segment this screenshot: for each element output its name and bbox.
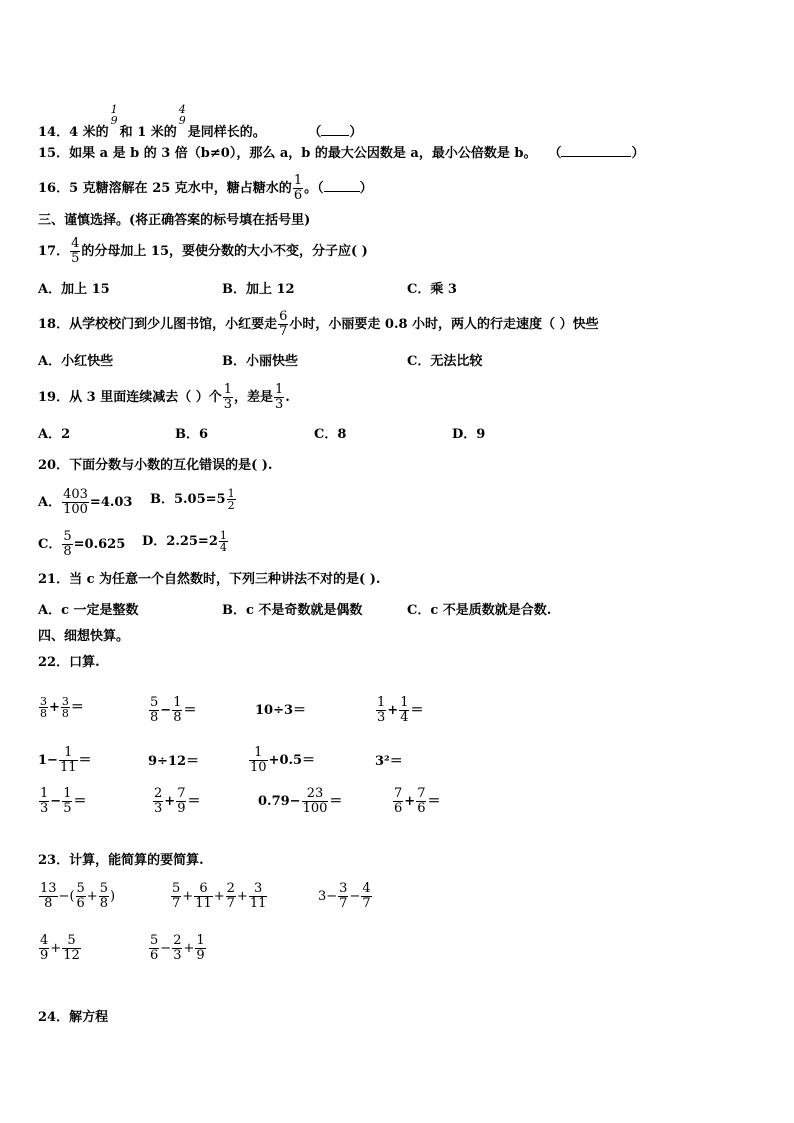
numerator: 6 xyxy=(194,882,213,897)
q19-fraction-2 xyxy=(274,383,284,412)
q17-text-b: 的分母加上 15，要使分数的大小不变，分子应( ) xyxy=(81,244,368,259)
numerator: 7 xyxy=(394,786,403,801)
numerator: 1 xyxy=(196,933,205,948)
q18-option-c[interactable]: C．无法比较 xyxy=(407,354,483,369)
q19-option-d[interactable]: D．9 xyxy=(452,427,486,442)
equals: ＝ xyxy=(329,794,343,809)
fraction xyxy=(149,934,159,963)
question-24: 24．解方程 xyxy=(38,1010,109,1025)
question-23-title: 23．计算，能简算的要简算. xyxy=(38,853,204,868)
q21-option-b[interactable]: B．c 不是奇数就是偶数 xyxy=(222,603,363,618)
q22-expr-12 xyxy=(392,787,440,816)
question-18 xyxy=(38,310,599,339)
fraction xyxy=(59,746,78,775)
option-text: B．5.05=5 xyxy=(150,492,226,507)
denominator: 3 xyxy=(223,397,232,412)
fraction xyxy=(376,696,386,725)
paren-close: ） xyxy=(359,181,373,196)
q22-expr-7 xyxy=(248,746,315,775)
equals: ＝ xyxy=(427,794,441,809)
fraction xyxy=(172,696,182,725)
numerator: 3 xyxy=(339,881,348,896)
denominator: 8 xyxy=(63,544,72,559)
q17-option-b[interactable]: B．加上 12 xyxy=(222,282,295,297)
operator: − xyxy=(160,941,172,956)
paren-open: （ xyxy=(317,181,324,196)
denominator: 6 xyxy=(417,801,426,816)
denominator: 11 xyxy=(59,760,77,775)
q14-text-a: 14．4 米的 xyxy=(38,125,109,140)
numerator: 23 xyxy=(302,787,329,802)
q22-expr-3: 10÷3＝ xyxy=(255,703,307,718)
q20-option-d[interactable] xyxy=(142,530,229,553)
expr-text: 1− xyxy=(38,753,58,768)
q21-option-c[interactable]: C．c 不是质数就是合数. xyxy=(407,603,552,618)
q22-expr-6: 9÷12＝ xyxy=(148,754,200,769)
denominator: 6 xyxy=(76,896,85,911)
denominator: 3 xyxy=(40,801,49,816)
q23-expr-1 xyxy=(38,882,115,911)
option-label: C． xyxy=(38,537,62,552)
q23-expr-5 xyxy=(148,934,207,963)
q23-expr-2 xyxy=(170,882,268,911)
question-15 xyxy=(38,146,645,162)
paren-close: ） xyxy=(349,125,363,140)
denominator: 9 xyxy=(40,948,49,963)
operator: + xyxy=(387,703,399,718)
operator: − xyxy=(349,889,361,904)
denominator: 7 xyxy=(172,896,181,911)
q22-expr-8: 3²＝ xyxy=(375,754,403,769)
q19-fraction-1 xyxy=(223,383,233,412)
q22-expr-11 xyxy=(258,787,342,816)
denominator: 8 xyxy=(61,707,69,720)
q22-expr-1 xyxy=(38,696,84,719)
denominator: 9 xyxy=(178,114,186,127)
denominator: 8 xyxy=(99,896,108,911)
q18-option-a[interactable]: A．小红快些 xyxy=(38,354,114,369)
numerator: 1 xyxy=(249,746,268,761)
fraction xyxy=(302,787,329,816)
q20-d-fraction xyxy=(219,530,228,553)
fraction xyxy=(62,787,72,816)
paren-close: ） xyxy=(631,146,645,161)
denominator: 100 xyxy=(302,801,328,816)
operator: + xyxy=(164,794,176,809)
q18-text-b: 小时，小丽要走 0.8 小时，两人的行走速度（ ）快些 xyxy=(289,317,599,332)
numerator: 1 xyxy=(223,382,232,397)
q22-expr-9 xyxy=(38,787,86,816)
numerator: 2 xyxy=(173,933,182,948)
denominator: 6 xyxy=(394,801,403,816)
q19-text-b: ，差是 xyxy=(234,390,274,405)
fraction xyxy=(149,696,159,725)
denominator: 7 xyxy=(339,896,348,911)
denominator: 9 xyxy=(196,948,205,963)
fraction xyxy=(249,882,268,911)
equals: ＝ xyxy=(73,794,87,809)
fraction xyxy=(62,934,81,963)
denominator: 2 xyxy=(227,499,235,512)
q17-fraction xyxy=(70,237,80,266)
denominator: 6 xyxy=(150,948,159,963)
denominator: 7 xyxy=(279,324,288,339)
numerator: 4 xyxy=(362,881,371,896)
denominator: 7 xyxy=(226,896,235,911)
numerator: 5 xyxy=(150,695,159,710)
numerator: 13 xyxy=(40,881,57,896)
q17-option-c[interactable]: C．乘 3 xyxy=(407,282,457,297)
numerator: 1 xyxy=(40,786,49,801)
question-22-title: 22．口算. xyxy=(38,655,100,670)
denominator: 5 xyxy=(71,251,80,266)
section-3-heading: 三、谨慎选择。(将正确答案的标号填在括号里) xyxy=(38,213,311,228)
q20-c-fraction xyxy=(62,530,72,559)
denominator: 8 xyxy=(44,896,53,911)
numerator: 403 xyxy=(63,487,88,502)
q17-text-a: 17． xyxy=(38,244,70,259)
q23-expr-3 xyxy=(318,882,373,911)
operator: + xyxy=(49,700,60,715)
numerator: 4 xyxy=(40,933,49,948)
numerator: 5 xyxy=(63,529,72,544)
numerator: 3 xyxy=(40,695,47,708)
question-19 xyxy=(38,383,290,412)
q21-option-a[interactable]: A．c 一定是整数 xyxy=(38,603,139,618)
denominator: 8 xyxy=(173,710,182,725)
paren-open: （ xyxy=(548,146,562,161)
q19-text-a: 19．从 3 里面连续减去（ ）个 xyxy=(38,390,222,405)
q16-text-b: 。 xyxy=(304,181,318,196)
fraction xyxy=(176,787,186,816)
q19-option-a[interactable]: A．2 xyxy=(38,427,71,442)
q17-option-a[interactable]: A．加上 15 xyxy=(38,282,110,297)
numerator: 2 xyxy=(154,786,163,801)
numerator: 3 xyxy=(249,882,268,897)
q14-fraction-1 xyxy=(110,104,119,126)
numerator: 2 xyxy=(226,881,235,896)
operator: + xyxy=(404,794,416,809)
fraction xyxy=(39,934,49,963)
question-14 xyxy=(38,104,362,141)
q20-option-b[interactable] xyxy=(150,488,237,511)
fraction xyxy=(194,882,213,911)
numerator: 6 xyxy=(279,309,288,324)
numerator: 7 xyxy=(177,786,186,801)
question-20: 20．下面分数与小数的互化错误的是( ). xyxy=(38,458,273,473)
equals: ＝ xyxy=(187,794,201,809)
operator: − xyxy=(160,703,172,718)
denominator: 8 xyxy=(150,710,159,725)
expr-text: 3− xyxy=(318,889,338,904)
equals: ＝ xyxy=(78,753,92,768)
equals: ＝ xyxy=(183,703,197,718)
denominator: 3 xyxy=(275,397,284,412)
operator: + xyxy=(86,889,98,904)
numerator: 5 xyxy=(172,881,181,896)
fraction xyxy=(416,787,426,816)
fraction xyxy=(249,746,268,775)
operator: + xyxy=(213,889,225,904)
q19-text-c: . xyxy=(285,390,290,405)
denominator: 7 xyxy=(362,896,371,911)
numerator: 1 xyxy=(377,695,386,710)
question-21: 21．当 c 为任意一个自然数时，下列三种讲法不对的是( ). xyxy=(38,572,381,587)
numerator: 3 xyxy=(61,695,69,708)
denominator: 9 xyxy=(177,801,186,816)
numerator: 1 xyxy=(400,695,409,710)
numerator: 1 xyxy=(293,173,303,188)
numerator: 4 xyxy=(71,236,80,251)
denominator: 11 xyxy=(195,896,212,911)
numerator: 1 xyxy=(110,103,118,116)
numerator: 1 xyxy=(275,382,284,397)
fraction xyxy=(171,882,181,911)
fraction xyxy=(76,882,86,911)
numerator: 5 xyxy=(150,933,159,948)
fraction xyxy=(172,934,182,963)
fraction xyxy=(61,696,70,719)
q23-expr-4 xyxy=(38,934,82,963)
q20-a-fraction xyxy=(62,488,89,517)
q20-option-c[interactable] xyxy=(38,530,125,559)
numerator: 5 xyxy=(76,881,85,896)
fraction xyxy=(153,787,163,816)
paren-open: （ xyxy=(308,125,322,140)
q20-b-fraction xyxy=(227,488,236,511)
denominator: 12 xyxy=(63,948,80,963)
q19-option-c[interactable]: C．8 xyxy=(314,427,347,442)
operator: ) xyxy=(109,889,116,904)
fraction xyxy=(399,696,409,725)
denominator: 6 xyxy=(293,188,303,203)
fraction xyxy=(39,696,48,719)
denominator: 8 xyxy=(40,707,47,720)
question-17 xyxy=(38,237,368,266)
numerator: 7 xyxy=(417,786,426,801)
operator: + xyxy=(183,941,195,956)
denominator: 100 xyxy=(63,502,88,517)
answer-blank[interactable] xyxy=(324,191,360,192)
q19-option-b[interactable]: B．6 xyxy=(175,427,209,442)
denominator: 9 xyxy=(110,114,118,127)
denominator: 4 xyxy=(219,541,227,554)
fraction xyxy=(99,882,109,911)
numerator: 1 xyxy=(219,529,227,542)
denominator: 3 xyxy=(173,948,182,963)
operator: + xyxy=(50,941,62,956)
q14-text-c: 是同样长的。 xyxy=(187,125,266,140)
numerator: 5 xyxy=(62,934,81,949)
q14-text-b: 和 1 米的 xyxy=(119,125,177,140)
q22-expr-2 xyxy=(148,696,196,725)
fraction xyxy=(226,882,236,911)
q16-text-a: 16．5 克糖溶解在 25 克水中，糖占糖水的 xyxy=(38,181,292,196)
fraction xyxy=(195,934,205,963)
q22-expr-4 xyxy=(375,696,423,725)
operator: + xyxy=(236,889,248,904)
numerator: 1 xyxy=(63,786,72,801)
numerator: 1 xyxy=(227,487,235,500)
fraction xyxy=(361,882,371,911)
expr-text: 0.79− xyxy=(258,794,301,809)
denominator: 3 xyxy=(377,710,386,725)
question-16 xyxy=(38,174,373,203)
answer-blank[interactable] xyxy=(561,156,631,157)
option-text: D．2.25=2 xyxy=(142,534,218,549)
denominator: 11 xyxy=(249,896,267,911)
q14-fraction-2 xyxy=(178,104,187,126)
option-label: A． xyxy=(38,495,62,510)
q18-option-b[interactable]: B．小丽快些 xyxy=(222,354,298,369)
q16-fraction xyxy=(293,174,303,203)
q15-text: 15．如果 a 是 b 的 3 倍（b≠0），那么 a，b 的最大公因数是 a，最小公倍数是 b。 xyxy=(38,146,537,161)
section-4-heading: 四、细想快算。 xyxy=(38,629,130,644)
denominator: 3 xyxy=(154,801,163,816)
numerator: 1 xyxy=(173,695,182,710)
option-text: =0.625 xyxy=(73,537,126,552)
numerator: 4 xyxy=(178,103,186,116)
operator: + xyxy=(182,889,194,904)
equals: ＝ xyxy=(410,703,424,718)
q22-expr-10 xyxy=(152,787,200,816)
operator: −( xyxy=(58,889,75,904)
q22-expr-5 xyxy=(38,746,92,775)
numerator: 1 xyxy=(59,746,78,761)
q20-option-a[interactable] xyxy=(38,488,132,517)
fraction xyxy=(338,882,348,911)
denominator: 5 xyxy=(63,801,72,816)
operator: − xyxy=(50,794,62,809)
fraction xyxy=(393,787,403,816)
expr-text: +0.5＝ xyxy=(268,753,316,768)
equals: ＝ xyxy=(70,700,84,715)
q18-fraction xyxy=(278,310,288,339)
numerator: 5 xyxy=(99,881,108,896)
denominator: 10 xyxy=(250,760,267,775)
fraction xyxy=(39,787,49,816)
q18-text-a: 18．从学校校门到少儿图书馆，小红要走 xyxy=(38,317,278,332)
answer-blank[interactable] xyxy=(321,135,349,136)
fraction xyxy=(39,882,58,911)
denominator: 4 xyxy=(400,710,409,725)
option-text: =4.03 xyxy=(89,495,133,510)
